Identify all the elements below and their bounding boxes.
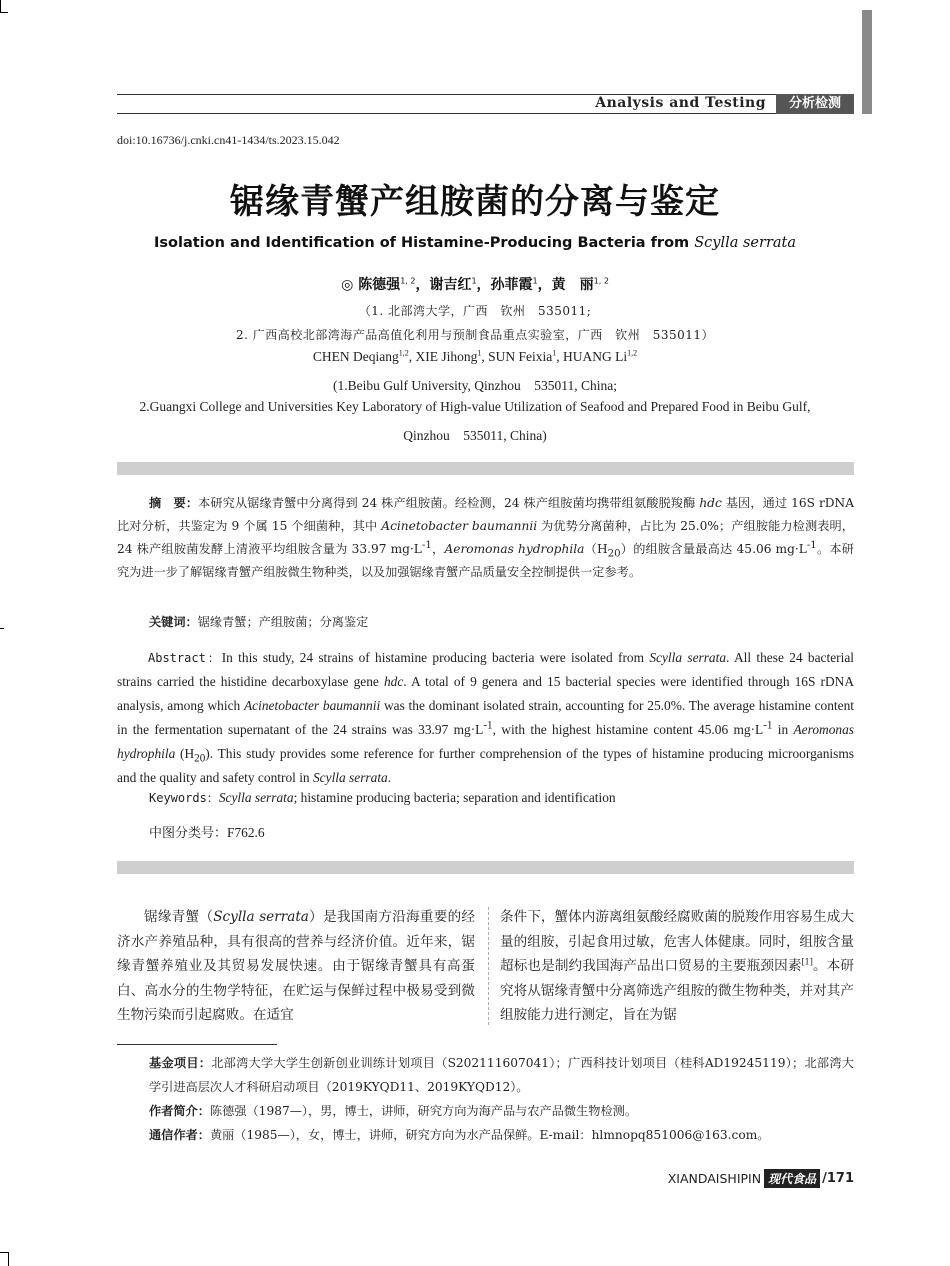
title-en: Isolation and Identification of Histamine-Producing Bacteria from Scylla serrata	[153, 235, 796, 251]
authors-cn: ◎ 陈德强$^{1, 2}$，谢吉红$^1$，孙菲霞$^1$，黄 丽$^{1, 2}$	[341, 276, 609, 293]
clc-number: 中图分类号：F762.6	[149, 825, 265, 841]
funding-note: 基金项目：北部湾大学大学生创新创业训练计划项目（S202111607041）；广西科技计划项目（桂科AD19245119）；北部湾大学引进高层次人才科研启动项目（2019KYQD11、2019KYQD12）。	[149, 1056, 854, 1094]
separator-bar	[117, 861, 854, 874]
abstract-cn: 摘 要：本研究从锯缘青蟹中分离得到 24 株产组胺菌。经检测，24 株产组胺菌均携带组氨酸脱羧酶 hdc 基因，通过 16S rDNA 比对分析，共鉴定为 9 个属 15 个细菌种，其中 Acinetobacter baumannii 为优势分离菌种，占比为 25.0%；产组胺能力检测表明，24 株产组胺菌发酵上清液平均组胺含量为 33.97 $mg\cdot L^{-1}$，Aeromonas $hydrophila(H_{20})$的组胺含量最高达 45.06 $mg\cdot L^{-1}$。本研究为进一步了解锯缘青蟹产组胺微生物种类，以及加强锯缘青蟹产品质量安全控制提供一定参考。	[117, 496, 855, 579]
header-rule	[117, 113, 854, 114]
affiliation-en: (1.Beibu Gulf University, Qinzhou 535011, China;	[333, 378, 617, 393]
footnote-rule	[117, 1044, 277, 1045]
page-number: /171	[822, 1171, 854, 1186]
affiliation-en: 2.Guangxi College and Universities Key Laboratory of High-value Utilization of Seafood and Prepared Food in Beibu Gulf,	[139, 399, 811, 414]
section-label-cn: 分析检测	[776, 94, 854, 114]
section-tab-bar	[862, 10, 872, 114]
body-column-left: 锯缘青蟹（Scylla serrata）是我国南方沿海重要的经济水产养殖品种，具有很高的营养与经济价值。近年来，锯缘青蟹养殖业及其贸易发展快速。由于锯缘青蟹具有高蛋白、高水分的生物学特征，在贮运与保鲜过程中极易受到微生物污染而引起腐败。在适宜	[117, 909, 476, 1023]
keywords-cn: 关键词：锯缘青蟹；产组胺菌；分离鉴定	[149, 615, 369, 629]
author-bio: 作者简介：陈德强（1987—），男，博士，讲师，研究方向为海产品与农产品微生物检测。	[149, 1104, 638, 1118]
journal-brand: 现代食品	[764, 1169, 820, 1188]
body-column-right: 条件下，蟹体内游离组氨酸经腐败菌的脱羧作用容易生成大量的组胺，引起食用过敏，危害人体健康。同时，组胺含量超标也是制约我国海产品出口贸易的主要瓶颈因素[1]。本研究将从锯缘青蟹中分离筛选产组胺的微生物种类，并对其产组胺能力进行测定，旨在为锯	[500, 909, 855, 1023]
crop-mark	[0, 628, 4, 629]
affiliation-cn: 2. 广西高校北部湾海产品高值化利用与预制食品重点实验室，广西 钦州 535011）	[235, 328, 715, 342]
author-mark: ◎	[341, 277, 354, 293]
affiliation-en: Qinzhou 535011, China)	[403, 428, 547, 443]
page-footer	[668, 1169, 854, 1188]
affiliation-cn: （1. 北部湾大学，广西 钦州 535011;	[358, 304, 592, 318]
section-label-en: Analysis and Testing	[595, 95, 766, 111]
footnotes	[117, 1051, 854, 1147]
abstract-en: Abstract：In this study, 24 strains of histamine producing bacteria were isolated from Scylla serrata. All these 24 bacterial strains carried the histidine decarboxylase gene hdc. A total of 9 genera and 15 bacterial species were identified through 16S rDNA analysis, among which Acinetobacter baumannii was the dominant isolated strain, accounting for 25.0%. The average histamine content in the fermentation supernatant of the 24 strains was 33.97 $mg\cdot L^{-1}$, with the highest histamine content 45.06 $mg\cdot L^{-1}$ in Aeromonas hydrophila $(H_{20})$. This study provides some reference for further comprehension of the types of histamine producing microorganisms and the quality and safety control in Scylla serrata.	[117, 650, 854, 785]
citation-ref: [1]	[801, 957, 813, 967]
authors-en: CHEN Deqiang$^{1,2}$, XIE Jihong$^1$, SUN Feixia$^1$, HUANG Li$^{1,2}$	[312, 348, 638, 364]
doi: doi:10.16736/j.cnki.cn41-1434/ts.2023.15.042	[117, 133, 340, 147]
corresponding-author: 通信作者：黄丽（1985—），女，博士，讲师，研究方向为水产品保鲜。E-mail：hlmnopq851006@163.com。	[149, 1128, 770, 1142]
title-cn: 锯缘青蟹产组胺菌的分离与鉴定	[230, 182, 720, 222]
separator-bar	[117, 462, 854, 475]
crop-mark	[0, 12, 8, 13]
keywords-en: Keywords：Scylla serrata; histamine producing bacteria; separation and identification	[149, 790, 616, 805]
crop-mark	[8, 1252, 9, 1266]
crop-mark	[0, 0, 1, 12]
crop-mark	[0, 1252, 8, 1253]
column-divider	[488, 907, 489, 1025]
journal-name: XIANDAISHIPIN	[667, 1171, 762, 1186]
